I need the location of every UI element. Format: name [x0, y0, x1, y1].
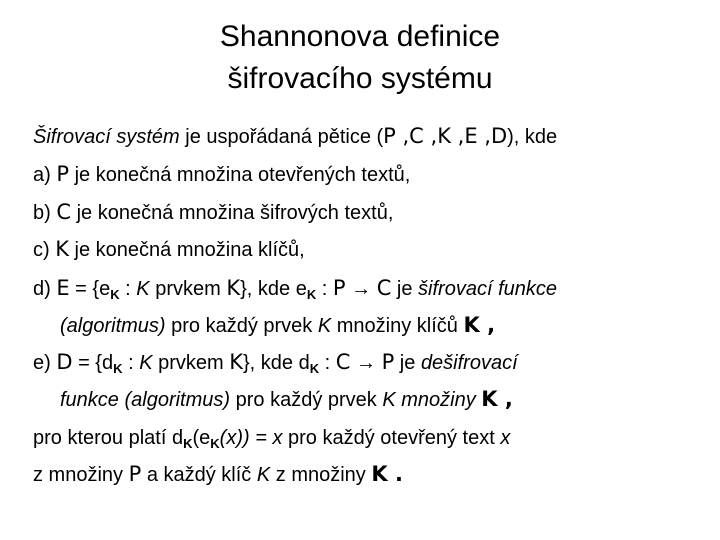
- symbol-E: E: [56, 276, 70, 300]
- symbol-C: C: [376, 276, 392, 300]
- text: :: [319, 352, 336, 374]
- item-prefix: c): [33, 239, 56, 261]
- text: prvkem: [149, 278, 227, 300]
- definition-condition-continued: [33, 462, 403, 487]
- symbol-K: K ,: [463, 313, 496, 337]
- item-prefix: d): [33, 278, 57, 300]
- text: pro každý prvek: [165, 315, 318, 337]
- symbol-K: K: [55, 237, 69, 261]
- var-K: K: [256, 464, 271, 486]
- symbol-C: C: [335, 350, 351, 374]
- symbol-K: K .: [371, 462, 403, 486]
- arrow-icon: →: [350, 352, 382, 374]
- text: je: [391, 278, 419, 300]
- text: a každý klíč: [141, 464, 257, 486]
- text: ), kde: [507, 126, 558, 148]
- item-prefix: a): [33, 164, 57, 186]
- text: :: [122, 352, 140, 374]
- term-cipher-system: Šifrovací systém: [33, 126, 180, 148]
- symbol-K: K: [229, 350, 243, 374]
- text: :: [119, 278, 137, 300]
- definition-item-a: [33, 162, 410, 187]
- text: je konečná množina otevřených textů,: [69, 164, 411, 186]
- text: prvkem: [152, 352, 230, 374]
- definition-intro: [33, 124, 557, 149]
- definition-condition: [33, 427, 510, 450]
- term-encryption-function: šifrovací funkce: [418, 278, 557, 300]
- text: = {d: [72, 352, 114, 374]
- item-prefix: e): [33, 352, 57, 374]
- text: je: [394, 352, 421, 374]
- symbol-C: C: [56, 200, 72, 224]
- definition-item-c: [33, 237, 305, 262]
- definition-item-d-continued: [60, 313, 495, 338]
- tuple-symbols: P ,C ,K ,E ,D: [383, 124, 508, 148]
- symbol-K: K: [226, 276, 241, 300]
- text: je konečná množina šifrových textů,: [71, 202, 394, 224]
- title-line-2: šifrovacího systému: [227, 62, 493, 95]
- arrow-icon: →: [345, 278, 377, 300]
- symbol-P: P: [128, 462, 142, 486]
- text: pro kterou platí d: [33, 427, 184, 449]
- symbol-D: D: [56, 350, 73, 374]
- subscript: K: [210, 436, 220, 451]
- text: }, kde d: [243, 352, 310, 374]
- text-italic: K množiny: [382, 389, 482, 411]
- var-x: x: [500, 427, 511, 449]
- text: pro každý otevřený text: [282, 427, 501, 449]
- subscript: K: [183, 436, 193, 451]
- definition-item-e: [33, 350, 518, 375]
- subscript: K: [309, 361, 320, 376]
- text-italic: funkce (algoritmus): [60, 389, 231, 411]
- text-italic: (algoritmus): [60, 315, 166, 337]
- definition-item-d: [33, 276, 557, 301]
- text: :: [316, 278, 333, 300]
- symbol-P: P: [381, 350, 395, 374]
- definition-item-e-continued: [60, 387, 513, 412]
- title-line-1: Shannonova definice: [219, 20, 501, 53]
- symbol-P: P: [332, 276, 346, 300]
- var-K: K: [139, 352, 153, 374]
- text: = {e: [69, 278, 111, 300]
- var-K: K: [317, 315, 332, 337]
- subscript: K: [306, 287, 317, 302]
- text: (e: [192, 427, 211, 449]
- subscript: K: [113, 361, 123, 376]
- text: }, kde e: [240, 278, 307, 300]
- subscript: K: [110, 287, 120, 302]
- text: je konečná množina klíčů,: [69, 239, 305, 261]
- symbol-K: K ,: [481, 387, 513, 411]
- formula-italic: (x)) = x: [219, 427, 283, 449]
- slide-title: [0, 16, 720, 100]
- symbol-P: P: [56, 162, 70, 186]
- text: z množiny: [270, 464, 372, 486]
- definition-item-b: [33, 200, 393, 225]
- text: množiny klíčů: [331, 315, 464, 337]
- text: z množiny: [33, 464, 129, 486]
- item-prefix: b): [33, 202, 57, 224]
- term-decryption: dešifrovací: [420, 352, 518, 374]
- text: je uspořádaná pětice (: [179, 126, 384, 148]
- text: pro každý prvek: [230, 389, 383, 411]
- var-K: K: [136, 278, 150, 300]
